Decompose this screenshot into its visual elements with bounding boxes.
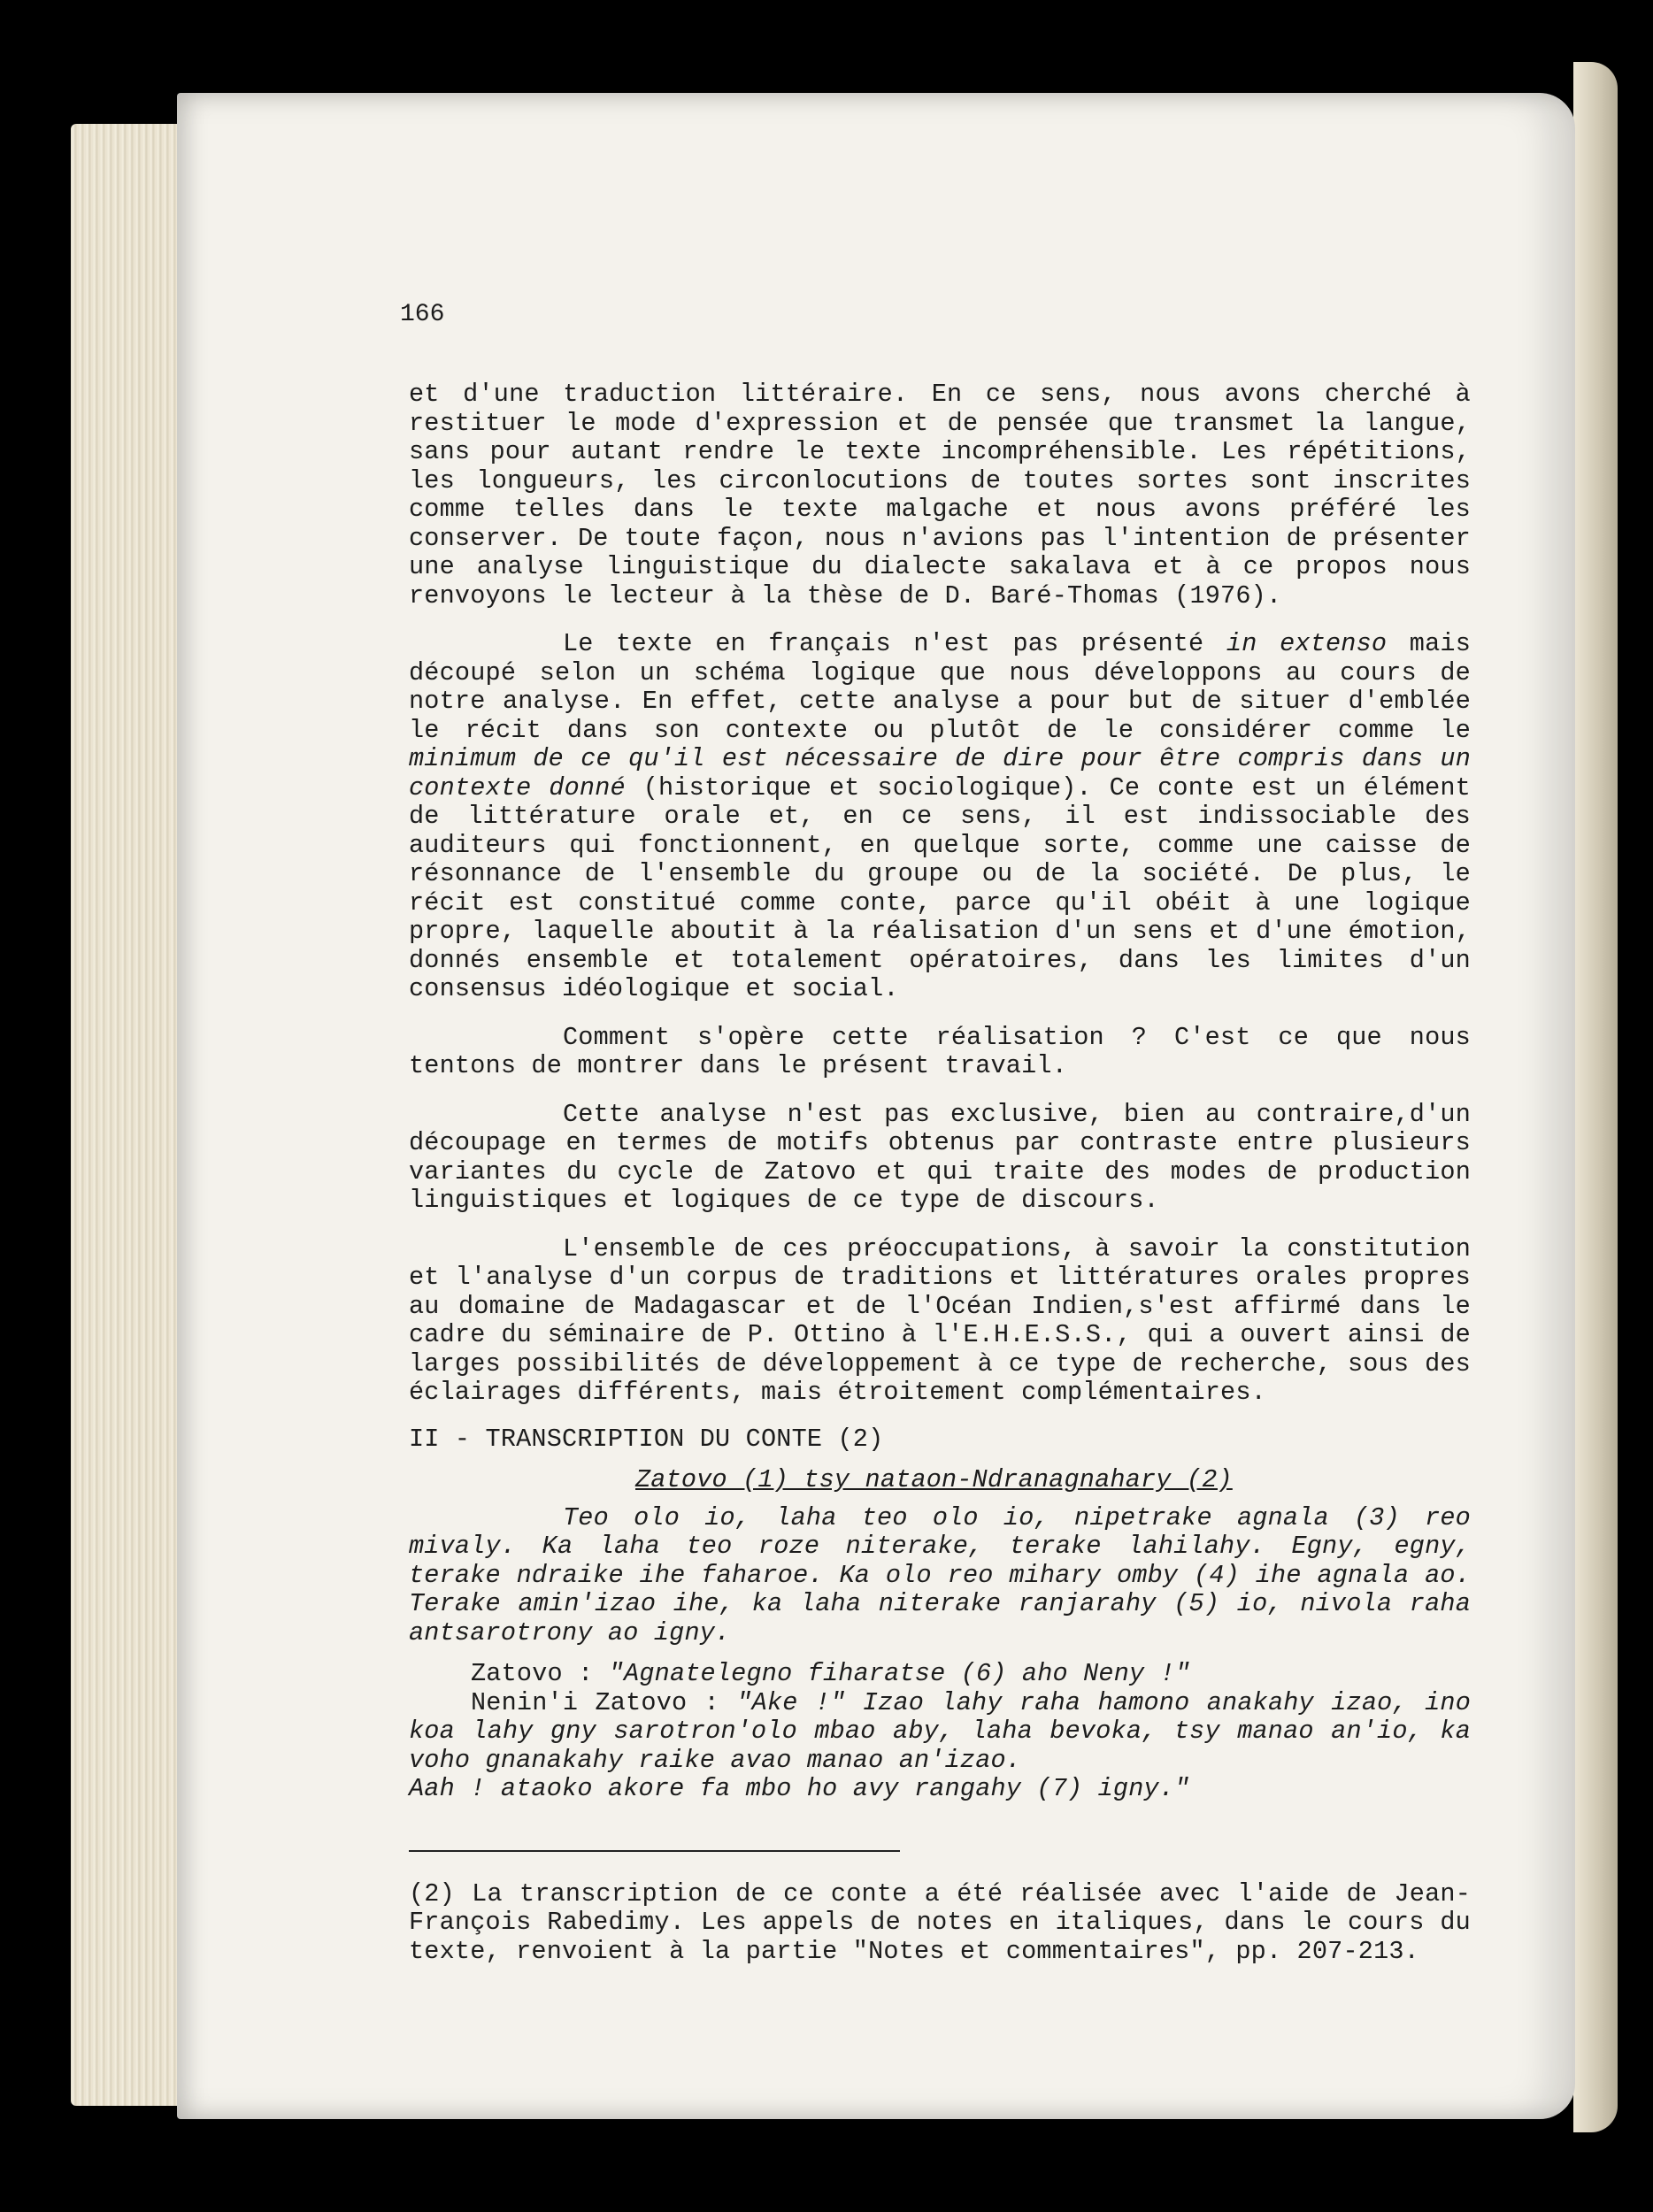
tale-speaker-mother: Nenin'i Zatovo :	[471, 1687, 737, 1717]
section-heading: II - TRANSCRIPTION DU CONTE (2)	[409, 1424, 884, 1454]
book-page-edges	[71, 124, 195, 2106]
paragraph-1: et d'une traduction littéraire. En ce sens, nous avons cherché à restituer le mode d'expression et de pensée que transmet la langue, sans pour autant rendre le texte incompréhensible. Les répétitions, les longueurs, les circonlocutions de toutes sortes sont inscrites comme telles dans le texte malgache et nous avons préféré les conserver. De toute façon, nous n'avions pas l'intention de présenter une analyse linguistique du dialecte sakalava et à ce propos nous renvoyons le lecteur à la thèse de D. Baré-Thomas (1976).	[409, 380, 1471, 611]
footnote: (2) La transcription de ce conte a été réalisée avec l'aide de Jean-François Rabedimy. Les appels de notes en italiques, dans le cours du texte, renvoient à la partie "Notes et commentaires", pp. 207-213.	[409, 1878, 1471, 1966]
paragraph-2-italic-minimum: minimum de ce qu'il est nécessaire de dire pour être compris dans un contexte donné	[409, 744, 1471, 803]
paragraph-3: Comment s'opère cette réalisation ? C'est ce que nous tentons de montrer dans le présent travail.	[409, 1022, 1471, 1080]
paragraph-2	[409, 630, 1471, 1004]
page-body	[409, 380, 1471, 1966]
book-right-edge	[1573, 62, 1618, 2132]
page-number: 166	[400, 301, 445, 328]
paragraph-2-part-c: (historique et sociologique). Ce conte est un élément de littérature orale et, en ce sens, il est indissociable des auditeurs qui fonctionnent, en quelque sorte, comme une caisse de résonnance de l'ensemble du groupe ou de la société. De plus, le récit est constitué comme conte, parce qu'il obéit à une logique propre, laquelle aboutit à la réalisation d'un sens et d'une émotion, donnés ensemble et totalement opératoires, dans les limites d'un consensus idéologique et social.	[409, 772, 1471, 1003]
tale-title: Zatovo (1) tsy nataon-Ndranagnahary (2)	[635, 1465, 1233, 1494]
tale-dialogue-1	[409, 1660, 1471, 1689]
tale-speaker-zatovo: Zatovo :	[471, 1659, 609, 1688]
paragraph-2-part-a: Le texte en français n'est pas présenté	[563, 629, 1226, 658]
tale-opening: Teo olo io, laha teo olo io, nipetrake agnala (3) reo mivaly. Ka laha teo roze niterake, terake lahilahy. Egny, egny, terake ndraike ihe faharoe. Ka olo reo mihary omby (4) ihe agnala ao. Terake amin'izao ihe, ka laha niterake ranjarahy (5) io, nivola raha antsarotrony ao igny.	[409, 1502, 1471, 1647]
tale-line-3: Aah ! ataoko akore fa mbo ho avy rangahy (7) igny."	[409, 1774, 1190, 1803]
footnote-rule	[409, 1850, 900, 1852]
tale-dialogue-2	[409, 1689, 1471, 1776]
paragraph-2-part-b: mais découpé selon un schéma logique que nous développons au cours de notre analyse. En effet, cette analyse a pour but de situer d'emblée le récit dans son contexte ou plutôt de le considérer comme le	[409, 629, 1471, 745]
paragraph-5: L'ensemble de ces préoccupations, à savoir la constitution et l'analyse d'un corpus de traditions et littératures orales propres au domaine de Madagascar et de l'Océan Indien,s'est affirmé dans le cadre du séminaire de P. Ottino à l'E.H.E.S.S., qui a ouvert ainsi de larges possibilités de développement à ce type de recherche, sous des éclairages différents, mais étroitement complémentaires.	[409, 1233, 1471, 1407]
paragraph-4: Cette analyse n'est pas exclusive, bien au contraire,d'un découpage en termes de motifs obtenus par contraste entre plusieurs variantes du cycle de Zatovo et qui traite des modes de production linguistiques et logiques de ce type de discours.	[409, 1099, 1471, 1215]
paragraph-2-italic-in-extenso: in extenso	[1226, 629, 1388, 658]
tale-line-2: "Ake !" Izao lahy raha hamono anakahy izao, ino koa lahy gny sarotron'olo mbao aby, laha bevoka, tsy manao an'io, ka voho gnanakahy raike avao manao an'izao.	[409, 1687, 1472, 1775]
tale-line-1: "Agnatelegno fiharatse (6) aho Neny !"	[608, 1659, 1191, 1688]
